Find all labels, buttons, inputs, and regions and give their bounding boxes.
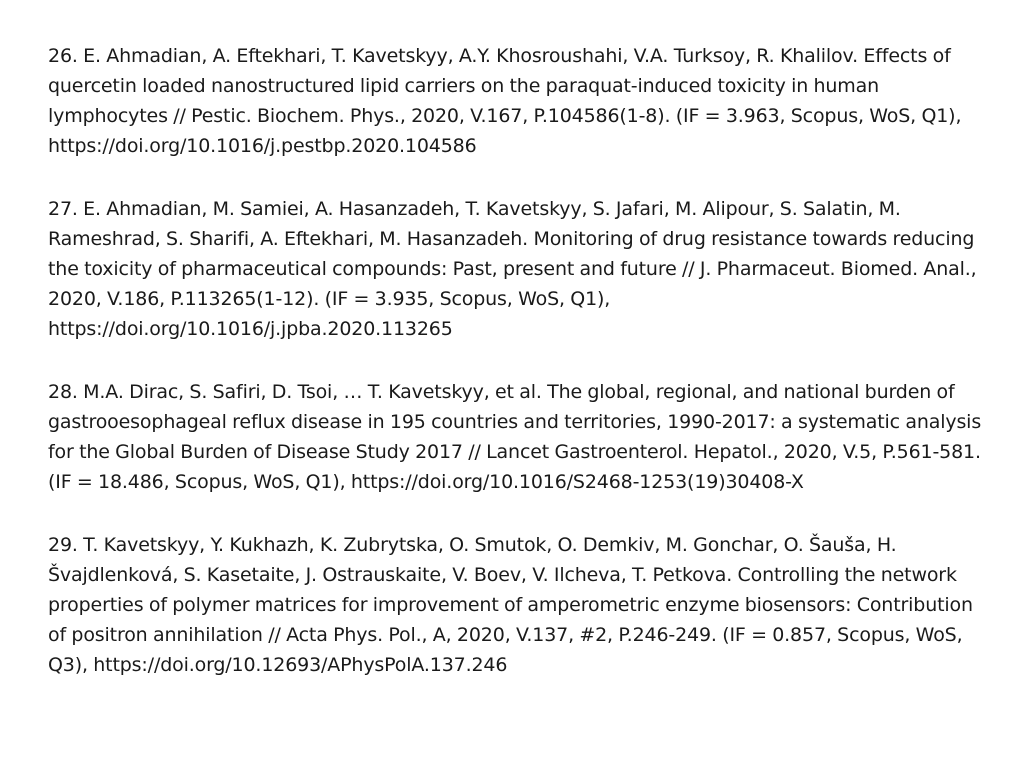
reference-number: 28. [48,381,78,403]
reference-text: E. Ahmadian, M. Samiei, A. Hasanzadeh, T. Kavetskyy, S. Jafari, M. Alipour, S. Salatin, M. Rameshrad, S. Sharifi, A. Eftekhari, M. Hasanzadeh. Monitoring of drug resistance towards reducing the toxicity of pharmaceutical compounds: Past, present and future // J. Pharmaceut. Biomed. Anal., 2020, V.186, P.113265(1-12). (IF = 3.935, Scopus, WoS, Q1), https://doi.org/10.1016/j.jpba.2020.113265 [48,198,977,340]
reference-list [48,41,994,680]
reference-item [48,530,994,680]
reference-text: M.A. Dirac, S. Safiri, D. Tsoi, … T. Kavetskyy, et al. The global, regional, and national burden of gastrooesophageal reflux disease in 195 countries and territories, 1990-2017: a systematic analysis for the Global Burden of Disease Study 2017 // Lancet Gastroenterol. Hepatol., 2020, V.5, P.561-581. (IF = 18.486, Scopus, WoS, Q1), https://doi.org/10.1016/S2468-1253(19)30408-X [48,381,982,493]
reference-text: T. Kavetskyy, Y. Kukhazh, K. Zubrytska, O. Smutok, O. Demkiv, M. Gonchar, O. Šauša, H. Švajdlenková, S. Kasetaite, J. Ostrauskaite, V. Boev, V. Ilcheva, T. Petkova. Controlling the network properties of polymer matrices for improvement of amperometric enzyme biosensors: Contribution of positron annihilation // Acta Phys. Pol., A, 2020, V.137, #2, P.246-249. (IF = 0.857, Scopus, WoS, Q3), https://doi.org/10.12693/APhysPolA.137.246 [48,534,973,676]
reference-number: 27. [48,198,78,220]
reference-item [48,194,994,344]
reference-text: E. Ahmadian, A. Eftekhari, T. Kavetskyy, A.Y. Khosroushahi, V.A. Turksoy, R. Khalilov. Effects of quercetin loaded nanostructured lipid carriers on the paraquat-induced toxicity in human lymphocytes // Pestic. Biochem. Phys., 2020, V.167, P.104586(1-8). (IF = 3.963, Scopus, WoS, Q1), https://doi.org/10.1016/j.pestbp.2020.104586 [48,45,962,157]
reference-item [48,41,994,161]
reference-number: 29. [48,534,78,556]
reference-item [48,377,994,497]
reference-number: 26. [48,45,78,67]
